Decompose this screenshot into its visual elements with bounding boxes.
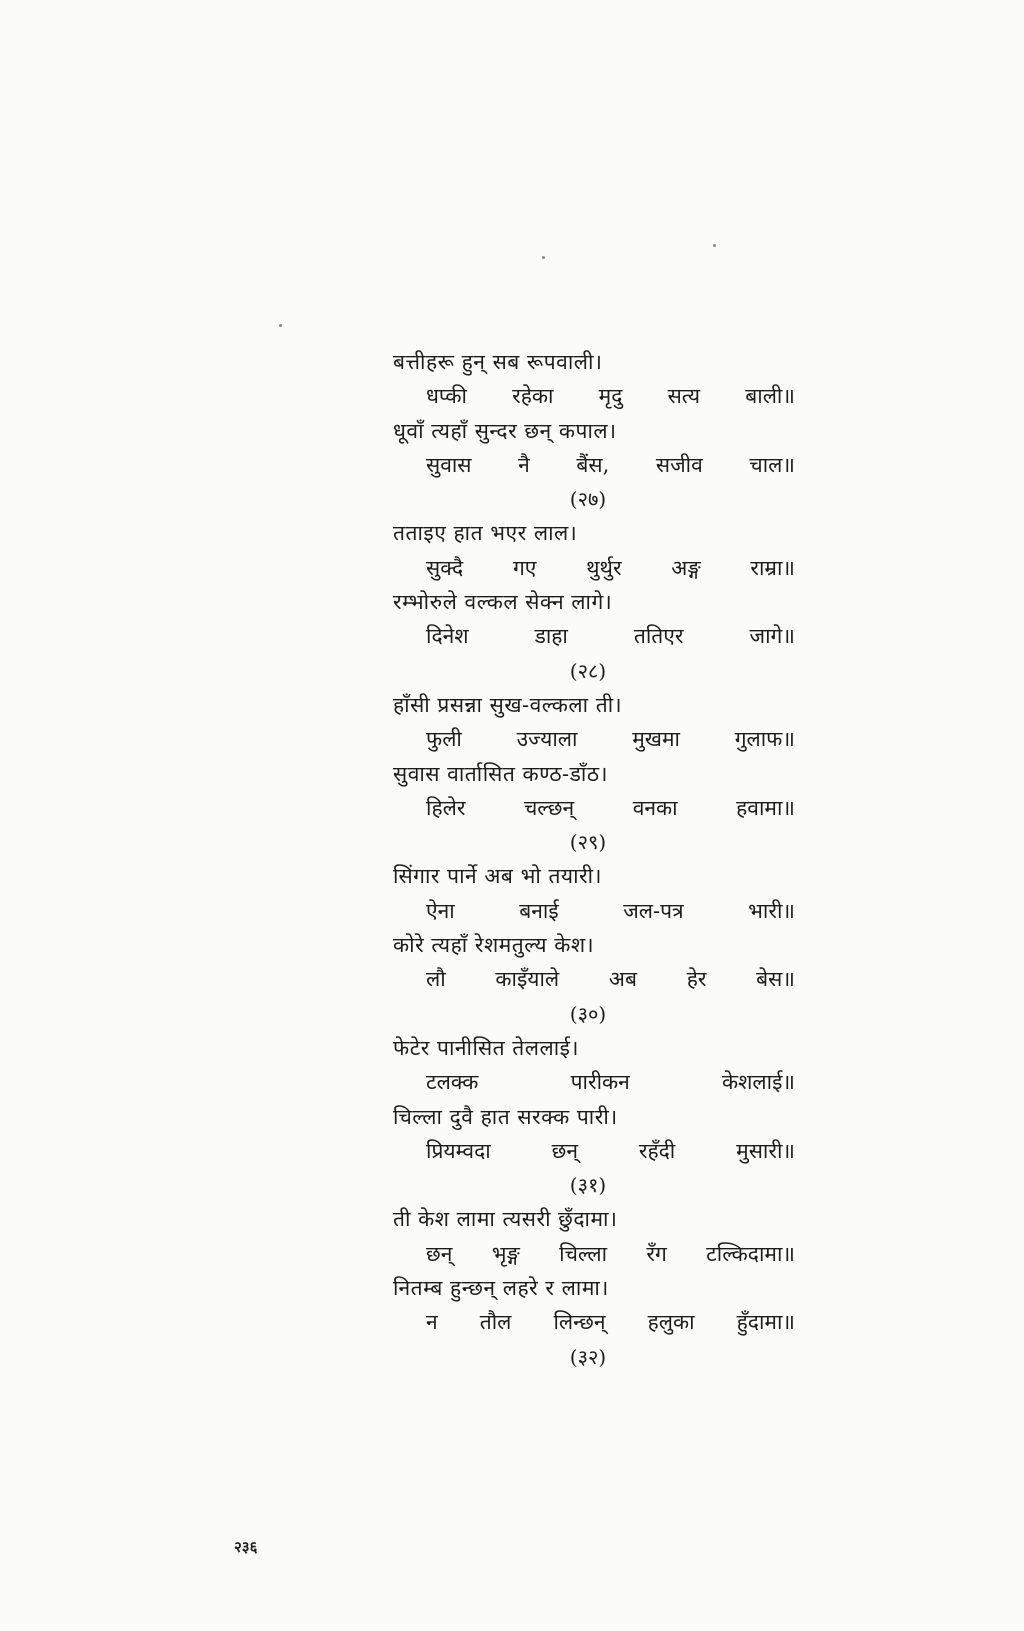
verse-word: हेर — [686, 967, 707, 992]
verse-line: ती केश लामा त्यसरी छुँदामा। — [393, 1207, 618, 1232]
verse-word: हुँदामा॥ — [736, 1310, 795, 1335]
stanza — [393, 345, 803, 516]
verse-word: ततिएर — [633, 624, 684, 649]
verse-word: टल्किदामा॥ — [706, 1241, 795, 1266]
verse-word: मृदु — [598, 384, 623, 409]
verse-word: रँग — [646, 1241, 667, 1266]
verse-word: काइँयाले — [495, 967, 560, 992]
stanza-number: (३२) — [569, 1344, 607, 1369]
verse-word: डाहा — [534, 624, 568, 649]
verse-word: चाल॥ — [749, 452, 795, 477]
stanza — [393, 516, 803, 687]
stanza-number: (३०) — [569, 1001, 607, 1026]
verse-word: मुसारी॥ — [736, 1138, 795, 1163]
verse-word: सजीव — [655, 452, 703, 477]
verse-line: रम्भोरुले वल्कल सेक्न लागे। — [393, 590, 613, 615]
verse-word: तौल — [479, 1310, 512, 1335]
verse-line — [393, 722, 803, 756]
stanza — [393, 859, 803, 1030]
verse-word: टलक्क — [426, 1070, 479, 1095]
verse-line: नितम्ब हुन्छन् लहरे र लामा। — [393, 1276, 609, 1301]
stanza — [393, 1202, 803, 1373]
verse-word: हिलेर — [426, 795, 466, 820]
verse-word: नै — [518, 452, 530, 477]
verse-line — [393, 791, 803, 825]
verse-word: गुलाफ॥ — [734, 727, 795, 752]
verse-word: थुर्थुर — [586, 555, 622, 580]
verse-word: सुवास — [426, 452, 472, 477]
verse-line — [393, 379, 803, 413]
verse-line — [393, 1237, 803, 1271]
verse-word: लिन्छन् — [553, 1310, 606, 1335]
verse-word: लौ — [426, 967, 446, 992]
verse-word: बेस॥ — [756, 967, 795, 992]
verse-line — [393, 1305, 803, 1339]
stanza-number: (२९) — [569, 830, 607, 855]
verse-word: रहँदी — [638, 1138, 676, 1163]
stanza — [393, 1031, 803, 1202]
paper-speck — [279, 324, 282, 327]
verse-line: तताइए हात भएर लाल। — [393, 521, 578, 546]
poem-body — [393, 345, 803, 1374]
verse-word: केशलाई॥ — [722, 1070, 795, 1095]
verse-line — [393, 1134, 803, 1168]
verse-word: बनाई — [519, 898, 559, 923]
verse-word: मुखमा — [632, 727, 680, 752]
verse-line — [393, 962, 803, 996]
stanza — [393, 688, 803, 859]
paper-speck — [713, 244, 716, 247]
verse-word: हवामा॥ — [736, 795, 795, 820]
verse-word: गए — [512, 555, 537, 580]
verse-word: जागे॥ — [749, 624, 795, 649]
verse-line: हाँसी प्रसन्ना सुख-वल्कला ती। — [393, 692, 623, 717]
verse-word: अब — [608, 967, 637, 992]
verse-word: ऐना — [426, 898, 455, 923]
verse-word: पारीकन — [570, 1070, 630, 1095]
stanza-number: (२७) — [569, 487, 607, 512]
verse-word: चल्छन् — [523, 795, 575, 820]
verse-word: वनका — [632, 795, 678, 820]
verse-line — [393, 894, 803, 928]
verse-word: भृङ्ग — [491, 1241, 520, 1266]
verse-word: छन् — [426, 1241, 453, 1266]
verse-word: फुली — [426, 727, 462, 752]
verse-word: चिल्ला — [559, 1241, 608, 1266]
verse-line: फेटेर पानीसित तेललाई। — [393, 1035, 579, 1060]
verse-word: दिनेश — [426, 624, 469, 649]
verse-line — [393, 1065, 803, 1099]
verse-word: रहेका — [512, 384, 554, 409]
verse-word: उज्याला — [516, 727, 578, 752]
page-number: २३६ — [234, 1538, 258, 1556]
verse-word: भारी॥ — [748, 898, 795, 923]
verse-line — [393, 551, 803, 585]
paper-speck — [542, 256, 545, 259]
verse-word: बाली॥ — [745, 384, 795, 409]
verse-word: धप्की — [426, 384, 467, 409]
verse-word: अङ्ग — [671, 555, 701, 580]
verse-word: बैंस, — [576, 452, 610, 477]
verse-line: सिंगार पार्ने अब भो तयारी। — [393, 864, 603, 889]
verse-word: न — [426, 1310, 438, 1335]
verse-line: चिल्ला दुवै हात सरक्क पारी। — [393, 1104, 618, 1129]
verse-word: सत्य — [667, 384, 701, 409]
verse-line — [393, 448, 803, 482]
verse-word: जल-पत्र — [623, 898, 684, 923]
verse-word: राम्रा॥ — [750, 555, 795, 580]
verse-line: धूवाँ त्यहाँ सुन्दर छन् कपाल। — [393, 418, 617, 443]
verse-line: बत्तीहरू हुन् सब रूपवाली। — [393, 350, 603, 374]
verse-word: हलुका — [647, 1310, 695, 1335]
verse-word: छन् — [551, 1138, 578, 1163]
verse-word: सुक्दै — [426, 555, 464, 580]
verse-line: कोरे त्यहाँ रेशमतुल्य केश। — [393, 933, 595, 958]
verse-word: प्रियम्वदा — [426, 1138, 491, 1163]
verse-line: सुवास वार्तासित कण्ठ-डाँठ। — [393, 761, 608, 786]
verse-line — [393, 619, 803, 653]
stanza-number: (३१) — [569, 1173, 607, 1198]
stanza-number: (२८) — [569, 658, 607, 683]
